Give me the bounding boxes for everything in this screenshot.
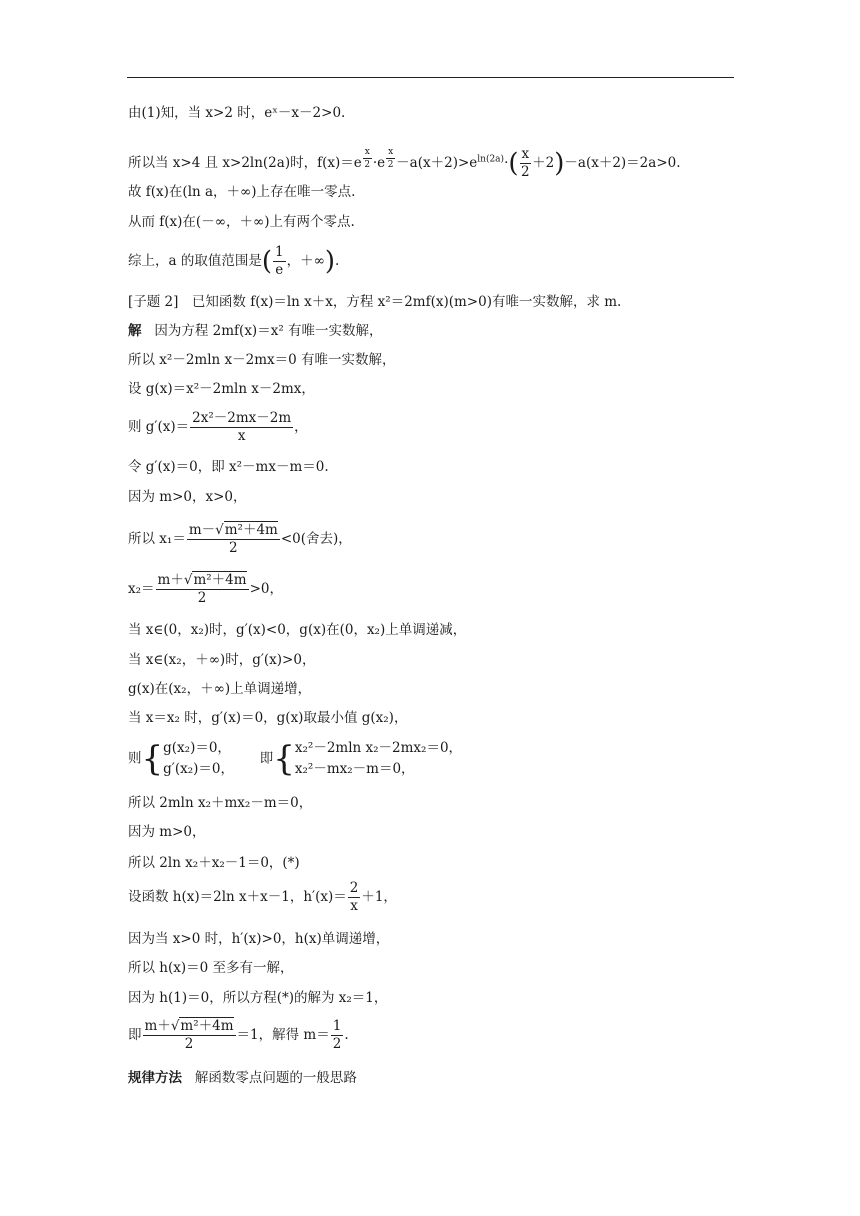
- subproblem-2: [子题 2] 已知函数 f(x)＝ln x＋x，方程 x²＝2mf(x)(m>0)有唯一实数解，求 m.: [128, 294, 622, 310]
- text-line-23: 因为 h(1)＝0，所以方程(*)的解为 x₂＝1，: [128, 990, 388, 1006]
- range-num: 1: [275, 244, 284, 260]
- text-line-15: g(x)在(x₂，＋∞)上单调递增，: [128, 681, 312, 697]
- left-brace-2: {: [273, 738, 295, 779]
- text-line-x1: 所以 x₁＝ $\frac{\text{m－√m²＋4m}}{2}$ <0(舍去)，: [128, 522, 352, 556]
- fx-expr-d: －a(x＋2)＝2a>0.: [564, 155, 681, 171]
- text-line-h: [128, 882, 397, 913]
- gprime-comma: ，: [294, 419, 308, 435]
- final-tail: ＝1，解得 m＝: [236, 1027, 330, 1043]
- method-label: 规律方法: [128, 1070, 182, 1086]
- text-line-method: [128, 1072, 357, 1086]
- text-line-gprime: [128, 412, 308, 443]
- sys1-a: g(x₂)＝0，: [163, 740, 231, 756]
- system-lead: 则: [128, 750, 142, 767]
- right-paren: ): [554, 148, 565, 179]
- gprime-lead: 则 g′(x)＝: [128, 419, 190, 435]
- range-den: e: [275, 261, 284, 278]
- range-inf: ，＋∞: [286, 253, 325, 269]
- final-sqrt: m²＋4m: [180, 1018, 234, 1034]
- h-num: 2: [349, 880, 359, 896]
- system-ji: 即: [259, 750, 274, 767]
- line2-lead: 所以当 x>4 且 x>2ln(2a)时，: [128, 155, 318, 171]
- text-line-19: 所以 2ln x₂＋x₂－1＝0，(*): [128, 855, 300, 871]
- text-line-22: 所以 h(x)＝0 至多有一解，: [128, 960, 294, 976]
- text-line-14: 当 x∈(x₂，＋∞)时，g′(x)>0，: [128, 652, 316, 668]
- text-line-18: 因为 m>0，: [128, 824, 206, 840]
- solution-first: 因为方程 2mf(x)＝x² 有唯一实数解，: [154, 323, 383, 339]
- h-tail: ＋1，: [361, 889, 397, 905]
- text-line-5: [128, 246, 339, 277]
- range-right-paren: ): [324, 246, 335, 277]
- text-line-3: 故 f(x)在(ln a，＋∞)上存在唯一零点.: [128, 184, 356, 200]
- sys2-b: x₂²－mx₂－m＝0，: [294, 760, 415, 777]
- exp-2: 2: [364, 160, 371, 170]
- header-rule: [127, 77, 734, 78]
- exp-x-2: x: [388, 147, 394, 157]
- x2-sqrt: m²＋4m: [193, 572, 247, 588]
- gprime-num: 2x²－2mx－2m: [192, 410, 292, 426]
- text-line-4: 从而 f(x)在(－∞，＋∞)上有两个零点.: [128, 214, 355, 230]
- half-den: 2: [332, 1035, 342, 1052]
- text-line-8: 设 g(x)＝x²－2mln x－2mx，: [128, 381, 315, 397]
- final-den: 2: [184, 1035, 194, 1052]
- text-line-10: 令 g′(x)＝0，即 x²－mx－m＝0.: [128, 459, 329, 475]
- x2-lead: x₂＝: [128, 581, 155, 597]
- sys1-b: g′(x₂)＝0，: [163, 760, 234, 777]
- exp-x: x: [364, 147, 370, 157]
- sys2-a: x₂²－2mln x₂－2mx₂＝0，: [294, 740, 463, 756]
- x1-num-a: m－: [188, 522, 216, 538]
- text-line-16: 当 x＝x₂ 时，g′(x)＝0，g(x)取最小值 g(x₂)，: [128, 710, 408, 726]
- x1-lead: 所以 x₁＝: [128, 531, 186, 547]
- text-line-2: 所以当 x>4 且 x>2ln(2a)时，f(x)＝e $^{\frac{x}{2}}$ ·e $^{\frac{x}{2}}$ $-a(x+2)>e^{ln(2a)}\cdot$( $\frac{x}{2}$ ＋2)－a(x＋2)＝2a>0.: [128, 146, 681, 180]
- range-lead: 综上，a 的取值范围是: [128, 253, 262, 269]
- gprime-den: x: [237, 427, 246, 444]
- text-line-13: 当 x∈(0，x₂)时，g′(x)<0，g(x)在(0，x₂)上单调递减，: [128, 622, 467, 638]
- text-line-21: 因为当 x>0 时，h′(x)>0，h(x)单调递增，: [128, 931, 390, 947]
- frac-2: 2: [521, 163, 530, 180]
- x2-num-a: m＋: [157, 572, 184, 588]
- exp-2-b: 2: [387, 160, 394, 170]
- final-lead: 即: [128, 1027, 142, 1043]
- text-line-x2: x₂＝ $\frac{\text{m＋√m²＋4m}}{2}$ >0，: [128, 572, 283, 606]
- fx-expr-a: f(x)＝e: [317, 155, 362, 171]
- x1-sqrt: m²＋4m: [224, 522, 278, 538]
- exp-ln2a: ln(2a): [477, 154, 505, 165]
- text-line-11: 因为 m>0，x>0，: [128, 489, 247, 505]
- x1-den: 2: [229, 539, 238, 556]
- range-left-paren: (: [261, 246, 272, 277]
- text-line-solution: [128, 325, 383, 339]
- text-line-system: [128, 738, 462, 780]
- left-brace-1: {: [141, 738, 164, 779]
- solution-label: 解: [128, 323, 142, 339]
- fx-expr-c: －a(x＋2)>e: [396, 155, 478, 171]
- final-period: .: [344, 1027, 349, 1043]
- text-line-7: 所以 x²－2mln x－2mx＝0 有唯一实数解，: [128, 352, 396, 368]
- text-line-final: 即 $\frac{\text{m＋√m²＋4m}}{2}$ ＝1，解得 m＝ $\frac{1}{2}$ .: [128, 1018, 349, 1052]
- method-text: 解函数零点问题的一般思路: [194, 1070, 357, 1086]
- plus-two: ＋2: [532, 155, 555, 171]
- frac-x: x: [521, 146, 530, 162]
- left-paren: (: [508, 148, 519, 179]
- half-num: 1: [332, 1018, 342, 1034]
- x2-tail: >0，: [249, 581, 283, 597]
- h-den: x: [350, 897, 358, 914]
- text-line-1: 由(1)知，当 x>2 时，eˣ－x－2>0.: [128, 105, 346, 121]
- x1-tail: <0(舍去)，: [280, 531, 352, 547]
- range-period: .: [335, 253, 340, 269]
- x2-den: 2: [197, 589, 207, 606]
- h-lead: 设函数 h(x)＝2ln x＋x－1，h′(x)＝: [128, 889, 347, 905]
- text-line-17: 所以 2mln x₂＋mx₂－m＝0，: [128, 795, 313, 811]
- fx-expr-b: ·e: [372, 155, 386, 171]
- final-num-a: m＋: [144, 1018, 171, 1034]
